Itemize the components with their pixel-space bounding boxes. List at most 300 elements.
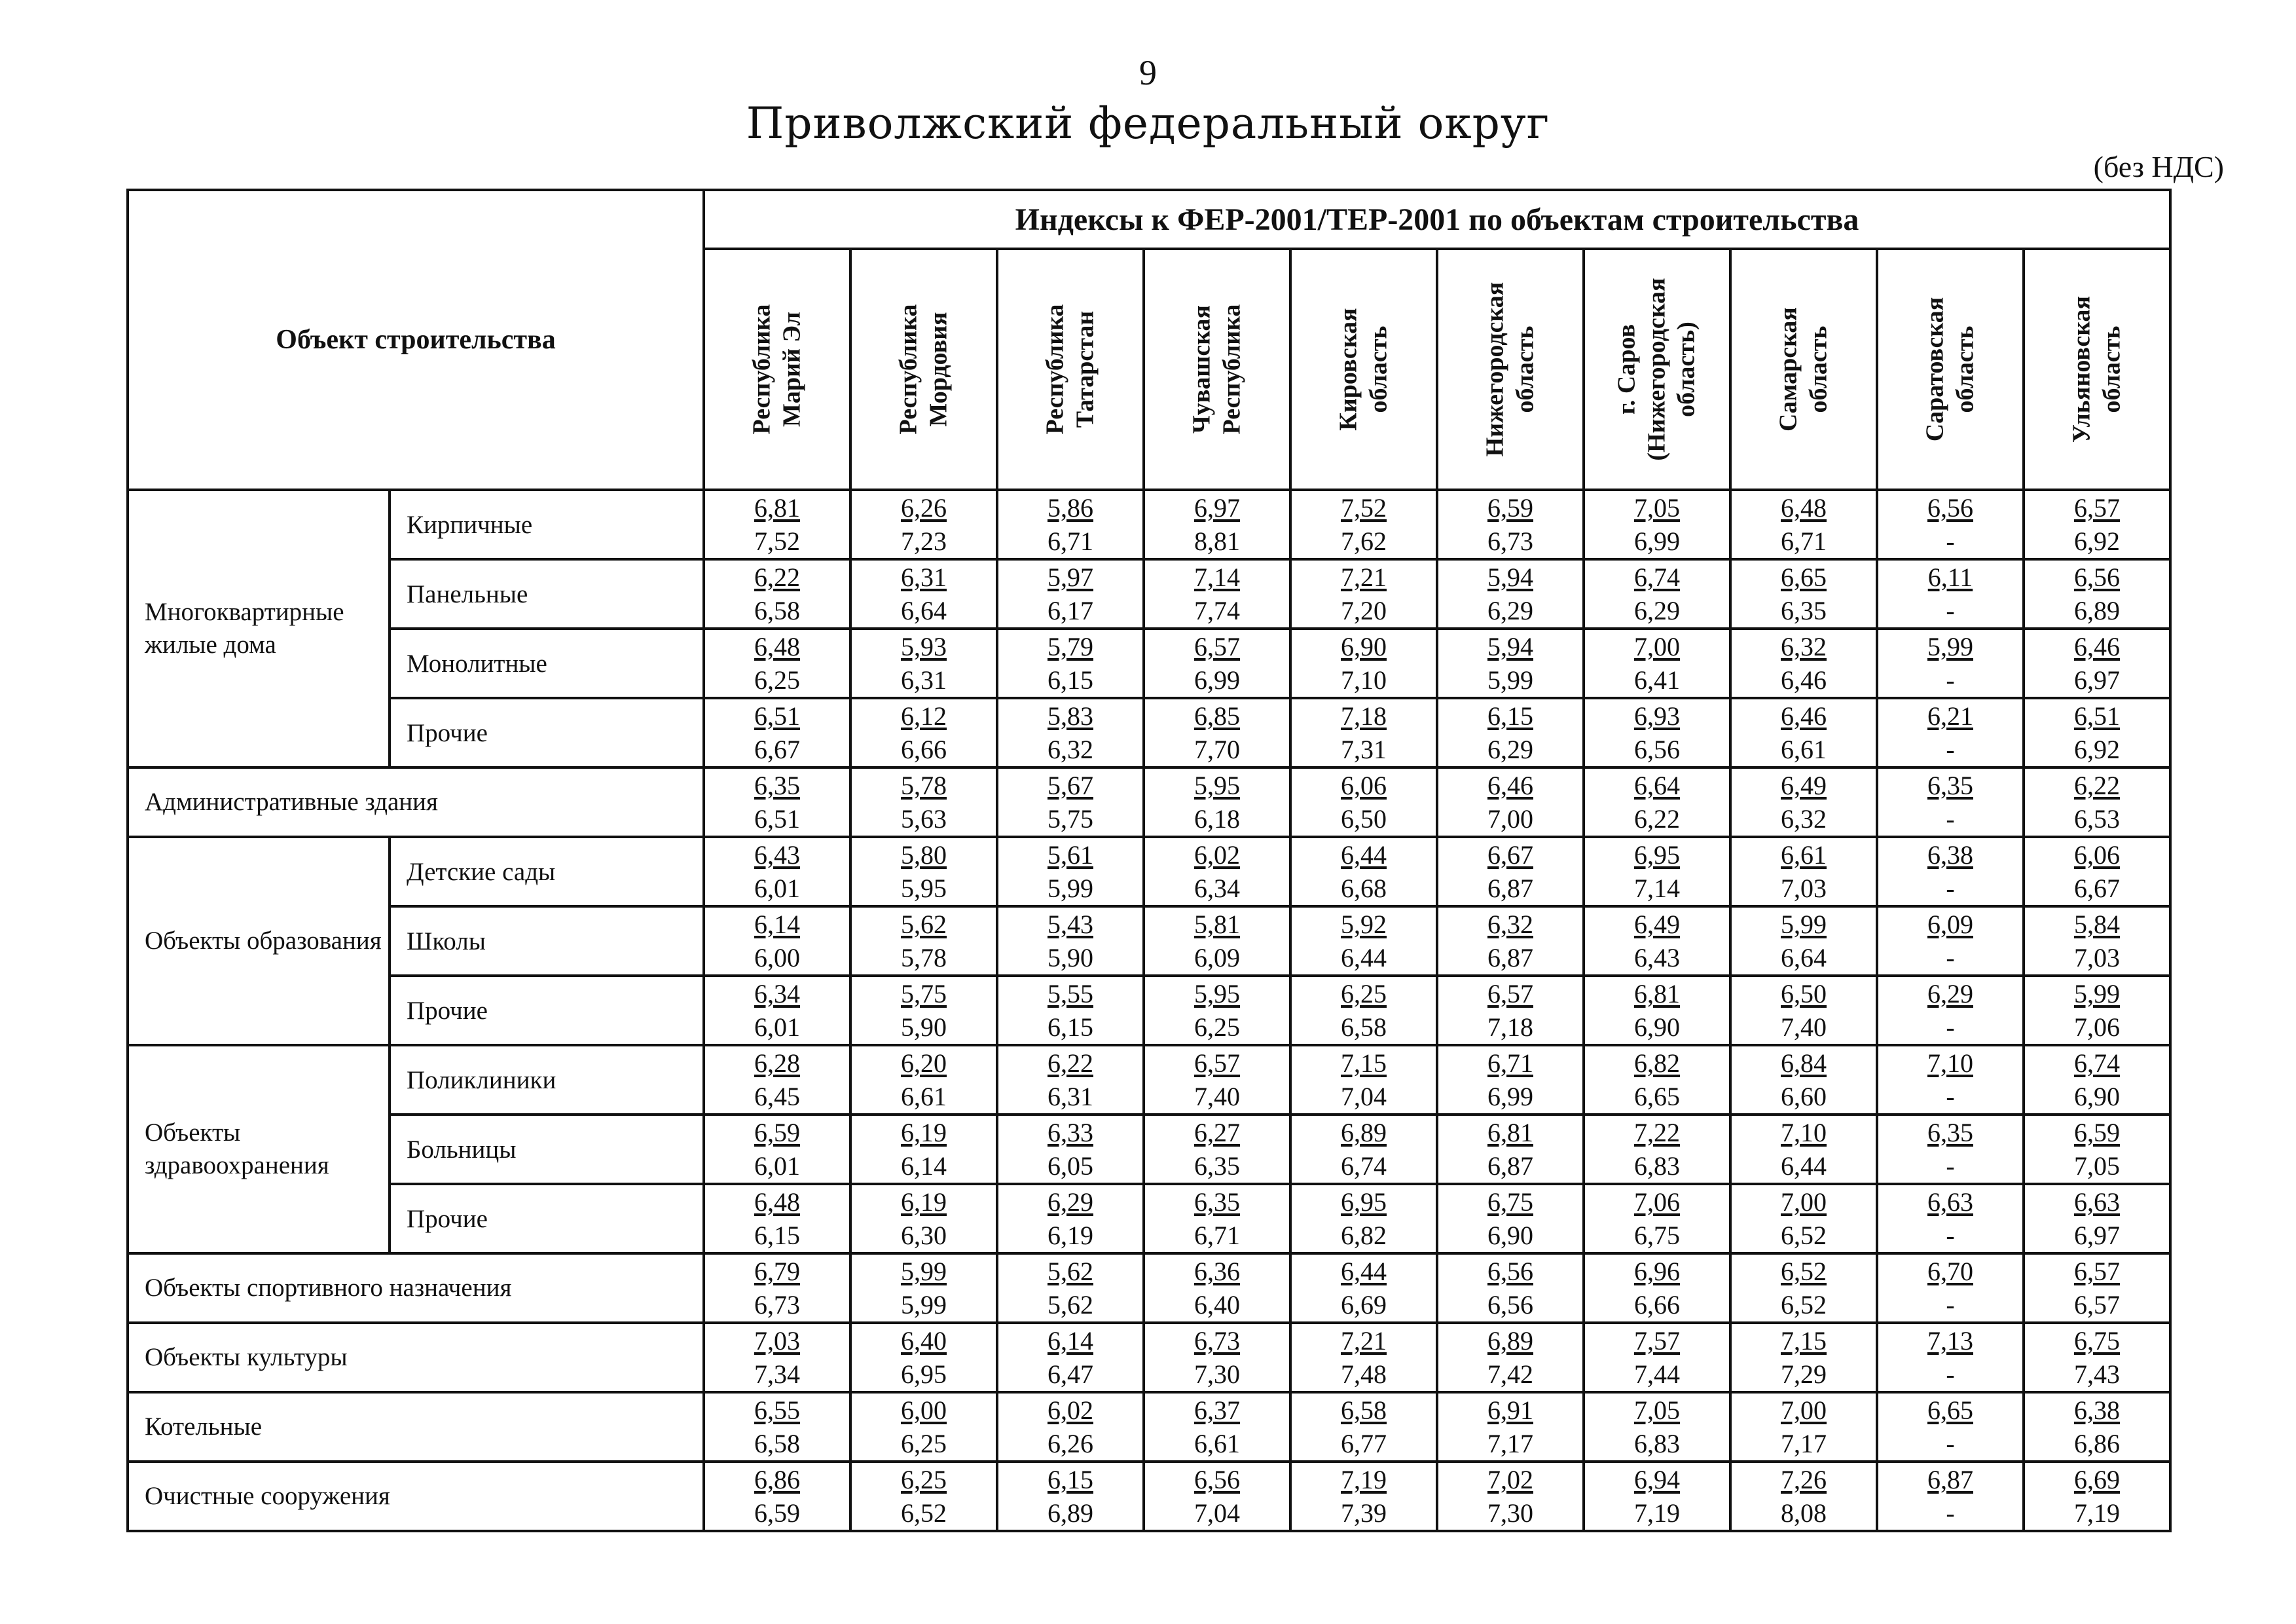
ter-index-value: 5,78 <box>901 943 947 972</box>
fer-index-value: 6,50 <box>1781 979 1827 1008</box>
ter-index-value: 7,62 <box>1341 526 1387 556</box>
fer-index-value: 7,02 <box>1487 1465 1533 1494</box>
index-cell <box>2024 906 2170 976</box>
index-cell <box>1144 837 1290 906</box>
ter-index-value: 7,06 <box>2074 1012 2120 1042</box>
index-cell <box>1877 629 2024 698</box>
region-header <box>1584 249 1730 490</box>
fer-index-value: 6,96 <box>1634 1257 1680 1286</box>
fer-index-value: 6,79 <box>754 1257 800 1286</box>
index-cell <box>850 629 997 698</box>
ter-index-value: 6,46 <box>1781 665 1827 695</box>
ter-index-value: - <box>1946 874 1955 903</box>
fer-index-value: 6,28 <box>754 1048 800 1078</box>
indices-table <box>126 189 2172 1532</box>
index-cell <box>1144 1392 1290 1462</box>
index-cell <box>1437 976 1584 1045</box>
ter-index-value: 6,87 <box>1487 1151 1533 1181</box>
ter-index-value: 6,31 <box>1048 1082 1093 1111</box>
ter-index-value: 6,73 <box>754 1290 800 1320</box>
fer-index-value: 6,85 <box>1194 701 1240 731</box>
ter-index-value: 6,22 <box>1634 804 1680 834</box>
index-cell <box>1290 767 1437 837</box>
fer-index-value: 6,11 <box>1927 563 1973 592</box>
fer-index-value: 6,20 <box>901 1048 947 1078</box>
index-cell <box>704 629 850 698</box>
subcategory-cell: Детские сады <box>390 837 704 906</box>
fer-index-value: 7,10 <box>1927 1048 1973 1078</box>
ter-index-value: 6,59 <box>754 1498 800 1528</box>
ter-index-value: 6,01 <box>754 1012 800 1042</box>
index-cell <box>1730 1323 1877 1392</box>
table-row <box>128 1462 2170 1531</box>
ter-index-value: 7,18 <box>1487 1012 1533 1042</box>
index-cell <box>997 1115 1144 1184</box>
fer-index-value: 6,74 <box>1634 563 1680 592</box>
fer-index-value: 6,52 <box>1781 1257 1827 1286</box>
ter-index-value: 7,03 <box>1781 874 1827 903</box>
region-label-line: Нижегородская <box>1481 282 1509 457</box>
index-cell <box>997 490 1144 559</box>
subcategory-cell: Школы <box>390 906 704 976</box>
index-cell <box>1290 1253 1437 1323</box>
ter-index-value: 6,51 <box>754 804 800 834</box>
subcategory-cell: Поликлиники <box>390 1045 704 1115</box>
region-label-line: Марий Эл <box>778 312 805 427</box>
index-cell <box>704 1323 850 1392</box>
index-cell <box>997 767 1144 837</box>
fer-index-value: 6,46 <box>1487 771 1533 800</box>
ter-index-value: - <box>1946 1082 1955 1111</box>
category-cell: Многоквартирные жилые дома <box>128 490 390 767</box>
fer-index-value: 6,93 <box>1634 701 1680 731</box>
table-row <box>128 490 2170 559</box>
indices-header: Индексы к ФЕР-2001/ТЕР-2001 по объектам строительства <box>704 190 2170 249</box>
index-cell <box>1877 837 2024 906</box>
index-cell <box>1437 767 1584 837</box>
index-cell <box>1584 1184 1730 1253</box>
index-cell <box>1437 837 1584 906</box>
fer-index-value: 6,29 <box>1927 979 1973 1008</box>
fer-index-value: 7,19 <box>1341 1465 1387 1494</box>
ter-index-value: - <box>1946 526 1955 556</box>
fer-index-value: 6,22 <box>754 563 800 592</box>
ter-index-value: 7,52 <box>754 526 800 556</box>
region-header <box>1437 249 1584 490</box>
index-cell <box>1584 1115 1730 1184</box>
fer-index-value: 6,67 <box>1487 840 1533 870</box>
subcategory-cell: Кирпичные <box>390 490 704 559</box>
region-header <box>704 249 850 490</box>
index-cell <box>1144 698 1290 767</box>
ter-index-value: 6,68 <box>1341 874 1387 903</box>
index-cell <box>1877 1462 2024 1531</box>
index-cell <box>1437 1253 1584 1323</box>
ter-index-value: 6,17 <box>1048 596 1093 625</box>
fer-index-value: 6,97 <box>1194 493 1240 523</box>
fer-index-value: 6,14 <box>1048 1326 1093 1356</box>
ter-index-value: 7,42 <box>1487 1359 1533 1389</box>
index-cell <box>2024 1462 2170 1531</box>
index-cell <box>850 837 997 906</box>
fer-index-value: 6,35 <box>1194 1187 1240 1217</box>
table-row <box>128 1045 2170 1115</box>
ter-index-value: 6,67 <box>2074 874 2120 903</box>
index-cell <box>850 1323 997 1392</box>
ter-index-value: 6,25 <box>754 665 800 695</box>
fer-index-value: 6,46 <box>1781 701 1827 731</box>
fer-index-value: 6,35 <box>754 771 800 800</box>
index-cell <box>1730 767 1877 837</box>
ter-index-value: 6,25 <box>901 1429 947 1458</box>
ter-index-value: 6,67 <box>754 735 800 764</box>
fer-index-value: 6,65 <box>1781 563 1827 592</box>
ter-index-value: 6,92 <box>2074 526 2120 556</box>
fer-index-value: 6,15 <box>1048 1465 1093 1494</box>
fer-index-value: 6,59 <box>754 1118 800 1147</box>
object-header: Объект строительства <box>128 190 704 490</box>
ter-index-value: 6,83 <box>1634 1429 1680 1458</box>
table-row <box>128 1392 2170 1462</box>
index-cell <box>1730 698 1877 767</box>
ter-index-value: 6,99 <box>1487 1082 1533 1111</box>
ter-index-value: - <box>1946 1429 1955 1458</box>
ter-index-value: 6,64 <box>1781 943 1827 972</box>
ter-index-value: 6,52 <box>1781 1290 1827 1320</box>
ter-index-value: 6,15 <box>754 1221 800 1250</box>
table-row <box>128 976 2170 1045</box>
ter-index-value: 6,99 <box>1194 665 1240 695</box>
fer-index-value: 5,62 <box>1048 1257 1093 1286</box>
fer-index-value: 6,61 <box>1781 840 1827 870</box>
index-cell <box>850 1115 997 1184</box>
ter-index-value: 6,95 <box>901 1359 947 1389</box>
index-cell <box>1877 906 2024 976</box>
ter-index-value: - <box>1946 1012 1955 1042</box>
fer-index-value: 6,44 <box>1341 1257 1387 1286</box>
ter-index-value: 7,70 <box>1194 735 1240 764</box>
fer-index-value: 6,19 <box>901 1187 947 1217</box>
region-header <box>997 249 1144 490</box>
fer-index-value: 6,94 <box>1634 1465 1680 1494</box>
fer-index-value: 7,13 <box>1927 1326 1973 1356</box>
fer-index-value: 6,46 <box>2074 632 2120 661</box>
fer-index-value: 6,34 <box>754 979 800 1008</box>
index-cell <box>1877 1045 2024 1115</box>
fer-index-value: 5,92 <box>1341 910 1387 939</box>
vat-note: (без НДС) <box>2093 150 2224 183</box>
ter-index-value: 6,35 <box>1194 1151 1240 1181</box>
index-cell <box>1290 1392 1437 1462</box>
ter-index-value: 6,05 <box>1048 1151 1093 1181</box>
category-cell: Очистные сооружения <box>128 1462 704 1531</box>
index-cell <box>2024 976 2170 1045</box>
ter-index-value: 7,20 <box>1341 596 1387 625</box>
index-cell <box>997 976 1144 1045</box>
fer-index-value: 7,22 <box>1634 1118 1680 1147</box>
ter-index-value: 5,99 <box>1487 665 1533 695</box>
index-cell <box>1290 1462 1437 1531</box>
subcategory-cell: Панельные <box>390 559 704 629</box>
fer-index-value: 6,95 <box>1634 840 1680 870</box>
fer-index-value: 6,02 <box>1048 1395 1093 1425</box>
fer-index-value: 6,56 <box>1927 493 1973 523</box>
fer-index-value: 6,59 <box>2074 1118 2120 1147</box>
fer-index-value: 6,21 <box>1927 701 1973 731</box>
table-row <box>128 906 2170 976</box>
ter-index-value: 7,19 <box>2074 1498 2120 1528</box>
fer-index-value: 6,38 <box>2074 1395 2120 1425</box>
fer-index-value: 6,56 <box>1194 1465 1240 1494</box>
ter-index-value: 6,90 <box>1487 1221 1533 1250</box>
fer-index-value: 5,62 <box>901 910 947 939</box>
ter-index-value: 6,57 <box>2074 1290 2120 1320</box>
fer-index-value: 6,59 <box>1487 493 1533 523</box>
fer-index-value: 6,63 <box>1927 1187 1973 1217</box>
ter-index-value: 6,71 <box>1781 526 1827 556</box>
category-cell: Котельные <box>128 1392 704 1462</box>
index-cell <box>704 698 850 767</box>
table-row <box>128 559 2170 629</box>
table-row <box>128 1115 2170 1184</box>
fer-index-value: 6,75 <box>2074 1326 2120 1356</box>
ter-index-value: 7,29 <box>1781 1359 1827 1389</box>
ter-index-value: 8,81 <box>1194 526 1240 556</box>
index-cell <box>1584 698 1730 767</box>
ter-index-value: 6,44 <box>1341 943 1387 972</box>
index-cell <box>997 1323 1144 1392</box>
index-cell <box>997 1392 1144 1462</box>
region-label-line: Саратовская <box>1921 297 1949 442</box>
ter-index-value: 6,26 <box>1048 1429 1093 1458</box>
fer-index-value: 6,71 <box>1487 1048 1533 1078</box>
ter-index-value: 5,75 <box>1048 804 1093 834</box>
index-cell <box>1437 1323 1584 1392</box>
fer-index-value: 5,83 <box>1048 701 1093 731</box>
ter-index-value: 6,35 <box>1781 596 1827 625</box>
ter-index-value: 6,00 <box>754 943 800 972</box>
fer-index-value: 6,09 <box>1927 910 1973 939</box>
ter-index-value: 6,15 <box>1048 665 1093 695</box>
ter-index-value: 6,56 <box>1487 1290 1533 1320</box>
index-cell <box>704 1045 850 1115</box>
ter-index-value: 6,45 <box>754 1082 800 1111</box>
fer-index-value: 6,36 <box>1194 1257 1240 1286</box>
ter-index-value: 6,74 <box>1341 1151 1387 1181</box>
ter-index-value: 6,66 <box>901 735 947 764</box>
ter-index-value: 6,58 <box>1341 1012 1387 1042</box>
fer-index-value: 6,32 <box>1781 632 1827 661</box>
region-label <box>2067 296 2126 443</box>
fer-index-value: 6,27 <box>1194 1118 1240 1147</box>
ter-index-value: 6,69 <box>1341 1290 1387 1320</box>
ter-index-value: 6,87 <box>1487 874 1533 903</box>
ter-index-value: 6,73 <box>1487 526 1533 556</box>
ter-index-value: 6,61 <box>1781 735 1827 764</box>
ter-index-value: 6,58 <box>754 596 800 625</box>
ter-index-value: 5,90 <box>901 1012 947 1042</box>
ter-index-value: 6,32 <box>1048 735 1093 764</box>
index-cell <box>1437 1392 1584 1462</box>
index-cell <box>1290 1045 1437 1115</box>
region-label-line: Республика <box>894 304 922 435</box>
fer-index-value: 6,91 <box>1487 1395 1533 1425</box>
ter-index-value: - <box>1946 804 1955 834</box>
fer-index-value: 5,84 <box>2074 910 2120 939</box>
region-label-line: (Нижегородская <box>1643 278 1671 461</box>
ter-index-value: 6,61 <box>1194 1429 1240 1458</box>
region-label <box>1920 297 1980 442</box>
fer-index-value: 5,79 <box>1048 632 1093 661</box>
index-cell <box>997 698 1144 767</box>
fer-index-value: 6,49 <box>1781 771 1827 800</box>
fer-index-value: 6,57 <box>1194 632 1240 661</box>
index-cell <box>997 837 1144 906</box>
ter-index-value: 6,29 <box>1487 596 1533 625</box>
index-cell <box>1437 1115 1584 1184</box>
ter-index-value: 6,97 <box>2074 665 2120 695</box>
fer-index-value: 5,99 <box>1927 632 1973 661</box>
page-number: 9 <box>1139 53 1157 92</box>
region-label-line: область <box>1951 325 1978 413</box>
fer-index-value: 6,89 <box>1341 1118 1387 1147</box>
fer-index-value: 6,25 <box>1341 979 1387 1008</box>
region-label-line: область <box>1804 325 1832 413</box>
index-cell <box>1144 1462 1290 1531</box>
index-cell <box>1877 1184 2024 1253</box>
region-label-line: область <box>1364 325 1392 413</box>
fer-index-value: 6,69 <box>2074 1465 2120 1494</box>
ter-index-value: - <box>1946 1221 1955 1250</box>
index-cell <box>1437 698 1584 767</box>
index-cell <box>1877 698 2024 767</box>
region-label-line: Республика <box>1218 304 1245 435</box>
index-cell <box>1877 1392 2024 1462</box>
fer-index-value: 5,75 <box>901 979 947 1008</box>
ter-index-value: 6,92 <box>2074 735 2120 764</box>
ter-index-value: 5,62 <box>1048 1290 1093 1320</box>
ter-index-value: 6,01 <box>754 1151 800 1181</box>
ter-index-value: - <box>1946 735 1955 764</box>
fer-index-value: 6,37 <box>1194 1395 1240 1425</box>
index-cell <box>1877 559 2024 629</box>
index-cell <box>1730 1184 1877 1253</box>
ter-index-value: 6,47 <box>1048 1359 1093 1389</box>
fer-index-value: 7,05 <box>1634 493 1680 523</box>
table-row <box>128 698 2170 767</box>
index-cell <box>1730 559 1877 629</box>
region-label-line: Кировская <box>1334 308 1362 431</box>
fer-index-value: 6,57 <box>2074 1257 2120 1286</box>
index-cell <box>2024 1184 2170 1253</box>
region-header <box>1290 249 1437 490</box>
index-cell <box>1290 490 1437 559</box>
fer-index-value: 6,48 <box>754 632 800 661</box>
fer-index-value: 5,43 <box>1048 910 1093 939</box>
index-cell <box>1144 1045 1290 1115</box>
index-cell <box>1584 906 1730 976</box>
index-cell <box>1730 1045 1877 1115</box>
index-cell <box>704 490 850 559</box>
index-cell <box>704 1184 850 1253</box>
fer-index-value: 6,56 <box>2074 563 2120 592</box>
index-cell <box>2024 1045 2170 1115</box>
index-cell <box>997 1462 1144 1531</box>
index-cell <box>850 1253 997 1323</box>
index-cell <box>1290 1184 1437 1253</box>
fer-index-value: 6,57 <box>1194 1048 1240 1078</box>
fer-index-value: 6,81 <box>1634 979 1680 1008</box>
table-row <box>128 629 2170 698</box>
fer-index-value: 7,18 <box>1341 701 1387 731</box>
ter-index-value: 6,56 <box>1634 735 1680 764</box>
fer-index-value: 6,02 <box>1194 840 1240 870</box>
ter-index-value: 7,34 <box>754 1359 800 1389</box>
fer-index-value: 6,31 <box>901 563 947 592</box>
index-cell <box>850 1462 997 1531</box>
fer-index-value: 7,00 <box>1634 632 1680 661</box>
index-cell <box>850 906 997 976</box>
subcategory-cell: Больницы <box>390 1115 704 1184</box>
ter-index-value: 6,53 <box>2074 804 2120 834</box>
fer-index-value: 6,84 <box>1781 1048 1827 1078</box>
index-cell <box>1730 490 1877 559</box>
fer-index-value: 5,86 <box>1048 493 1093 523</box>
ter-index-value: 6,61 <box>901 1082 947 1111</box>
region-label <box>747 304 807 435</box>
index-cell <box>1144 906 1290 976</box>
fer-index-value: 6,82 <box>1634 1048 1680 1078</box>
category-cell: Объекты здравоохранения <box>128 1045 390 1253</box>
ter-index-value: 7,03 <box>2074 943 2120 972</box>
index-cell <box>1290 559 1437 629</box>
ter-index-value: 6,66 <box>1634 1290 1680 1320</box>
ter-index-value: 5,99 <box>901 1290 947 1320</box>
fer-index-value: 7,15 <box>1781 1326 1827 1356</box>
index-cell <box>1144 1115 1290 1184</box>
fer-index-value: 6,12 <box>901 701 947 731</box>
ter-index-value: 6,01 <box>754 874 800 903</box>
ter-index-value: - <box>1946 1151 1955 1181</box>
fer-index-value: 5,97 <box>1048 563 1093 592</box>
region-label-line: Татарстан <box>1071 310 1099 428</box>
ter-index-value: 7,74 <box>1194 596 1240 625</box>
table-row <box>128 1184 2170 1253</box>
page-title: Приволжский федеральный округ <box>746 98 1550 149</box>
ter-index-value: 6,41 <box>1634 665 1680 695</box>
fer-index-value: 6,38 <box>1927 840 1973 870</box>
fer-index-value: 6,49 <box>1634 910 1680 939</box>
index-cell <box>2024 490 2170 559</box>
table-row <box>128 1323 2170 1392</box>
ter-index-value: 6,82 <box>1341 1221 1387 1250</box>
region-label <box>1040 304 1100 435</box>
index-cell <box>704 837 850 906</box>
ter-index-value: 6,52 <box>1781 1221 1827 1250</box>
ter-index-value: 6,29 <box>1634 596 1680 625</box>
ter-index-value: 7,40 <box>1194 1082 1240 1111</box>
ter-index-value: 6,15 <box>1048 1012 1093 1042</box>
fer-index-value: 5,94 <box>1487 563 1533 592</box>
ter-index-value: 5,63 <box>901 804 947 834</box>
index-cell <box>1290 1323 1437 1392</box>
ter-index-value: 6,75 <box>1634 1221 1680 1250</box>
fer-index-value: 6,43 <box>754 840 800 870</box>
region-label-line: Ульяновская <box>2068 295 2096 443</box>
index-cell <box>1290 698 1437 767</box>
fer-index-value: 6,26 <box>901 493 947 523</box>
category-cell: Объекты образования <box>128 837 390 1045</box>
